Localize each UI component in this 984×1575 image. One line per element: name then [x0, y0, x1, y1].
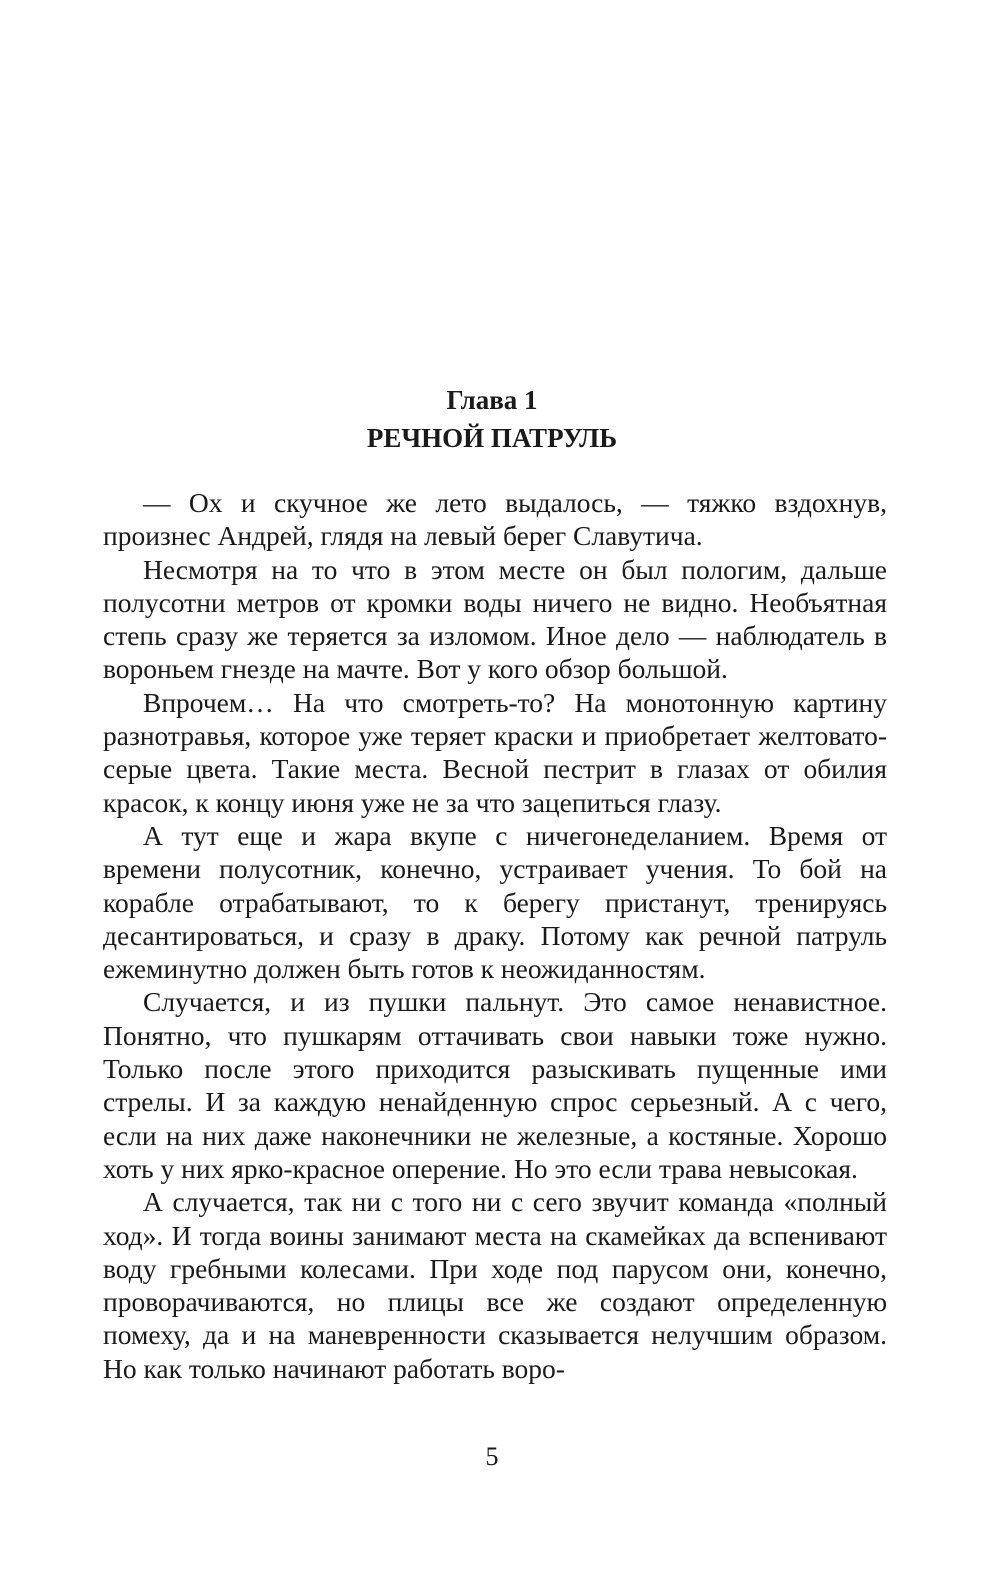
- paragraph: — Ох и скучное же лето выдалось, — тяжко вздохнув, произнес Андрей, глядя на левый берег Славутича.: [103, 487, 887, 552]
- paragraph: Несмотря на то что в этом месте он был пологим, дальше полусотни метров от кромки воды ничего не видно. Необъятная степь сразу же теряется за изломом. Иное дело — наблюдатель в вороньем гнезде на мачте. Вот у кого обзор большой.: [103, 553, 887, 685]
- paragraph: А тут еще и жара вкупе с ничегонеделанием. Время от времени полусотник, конечно, устраивает учения. То бой на корабле отрабатывают, то к берегу пристанут, тренируясь десантироваться, и сразу в драку. Потому как речной патруль ежеминутно должен быть готов к неожиданностям.: [103, 819, 887, 985]
- chapter-body: [103, 486, 887, 1385]
- chapter-number: Глава 1: [446, 385, 538, 415]
- paragraph: Случается, и из пушки пальнут. Это самое ненавистное. Понятно, что пушкарям оттачивать свои навыки тоже нужно. Только после этого приходится разыскивать пущенные ими стрелы. И за каждую ненайденную спрос серьезный. А с чего, если на них даже наконечники не железные, а костяные. Хорошо хоть у них ярко-красное оперение. Но это если трава невысокая.: [103, 986, 887, 1184]
- paragraph: А случается, так ни с того ни с сего звучит команда «полный ход». И тогда воины занимают места на скамейках да вспенивают воду гребными колесами. При ходе под парусом они, конечно, проворачиваются, но плицы все же создают определенную помеху, да и на маневренности сказывается нелучшим образом. Но как только начинают работать воро-: [103, 1186, 887, 1384]
- chapter-title: РЕЧНОЙ ПАТРУЛЬ: [366, 423, 618, 453]
- page-number: 5: [485, 1442, 499, 1471]
- paragraph: Впрочем… На что смотреть-то? На монотонную картину разнотравья, которое уже теряет краски и приобретает желтовато-серые цвета. Такие места. Весной пестрит в глазах от обилия красок, к концу июня уже не за что зацепиться глазу.: [103, 686, 887, 818]
